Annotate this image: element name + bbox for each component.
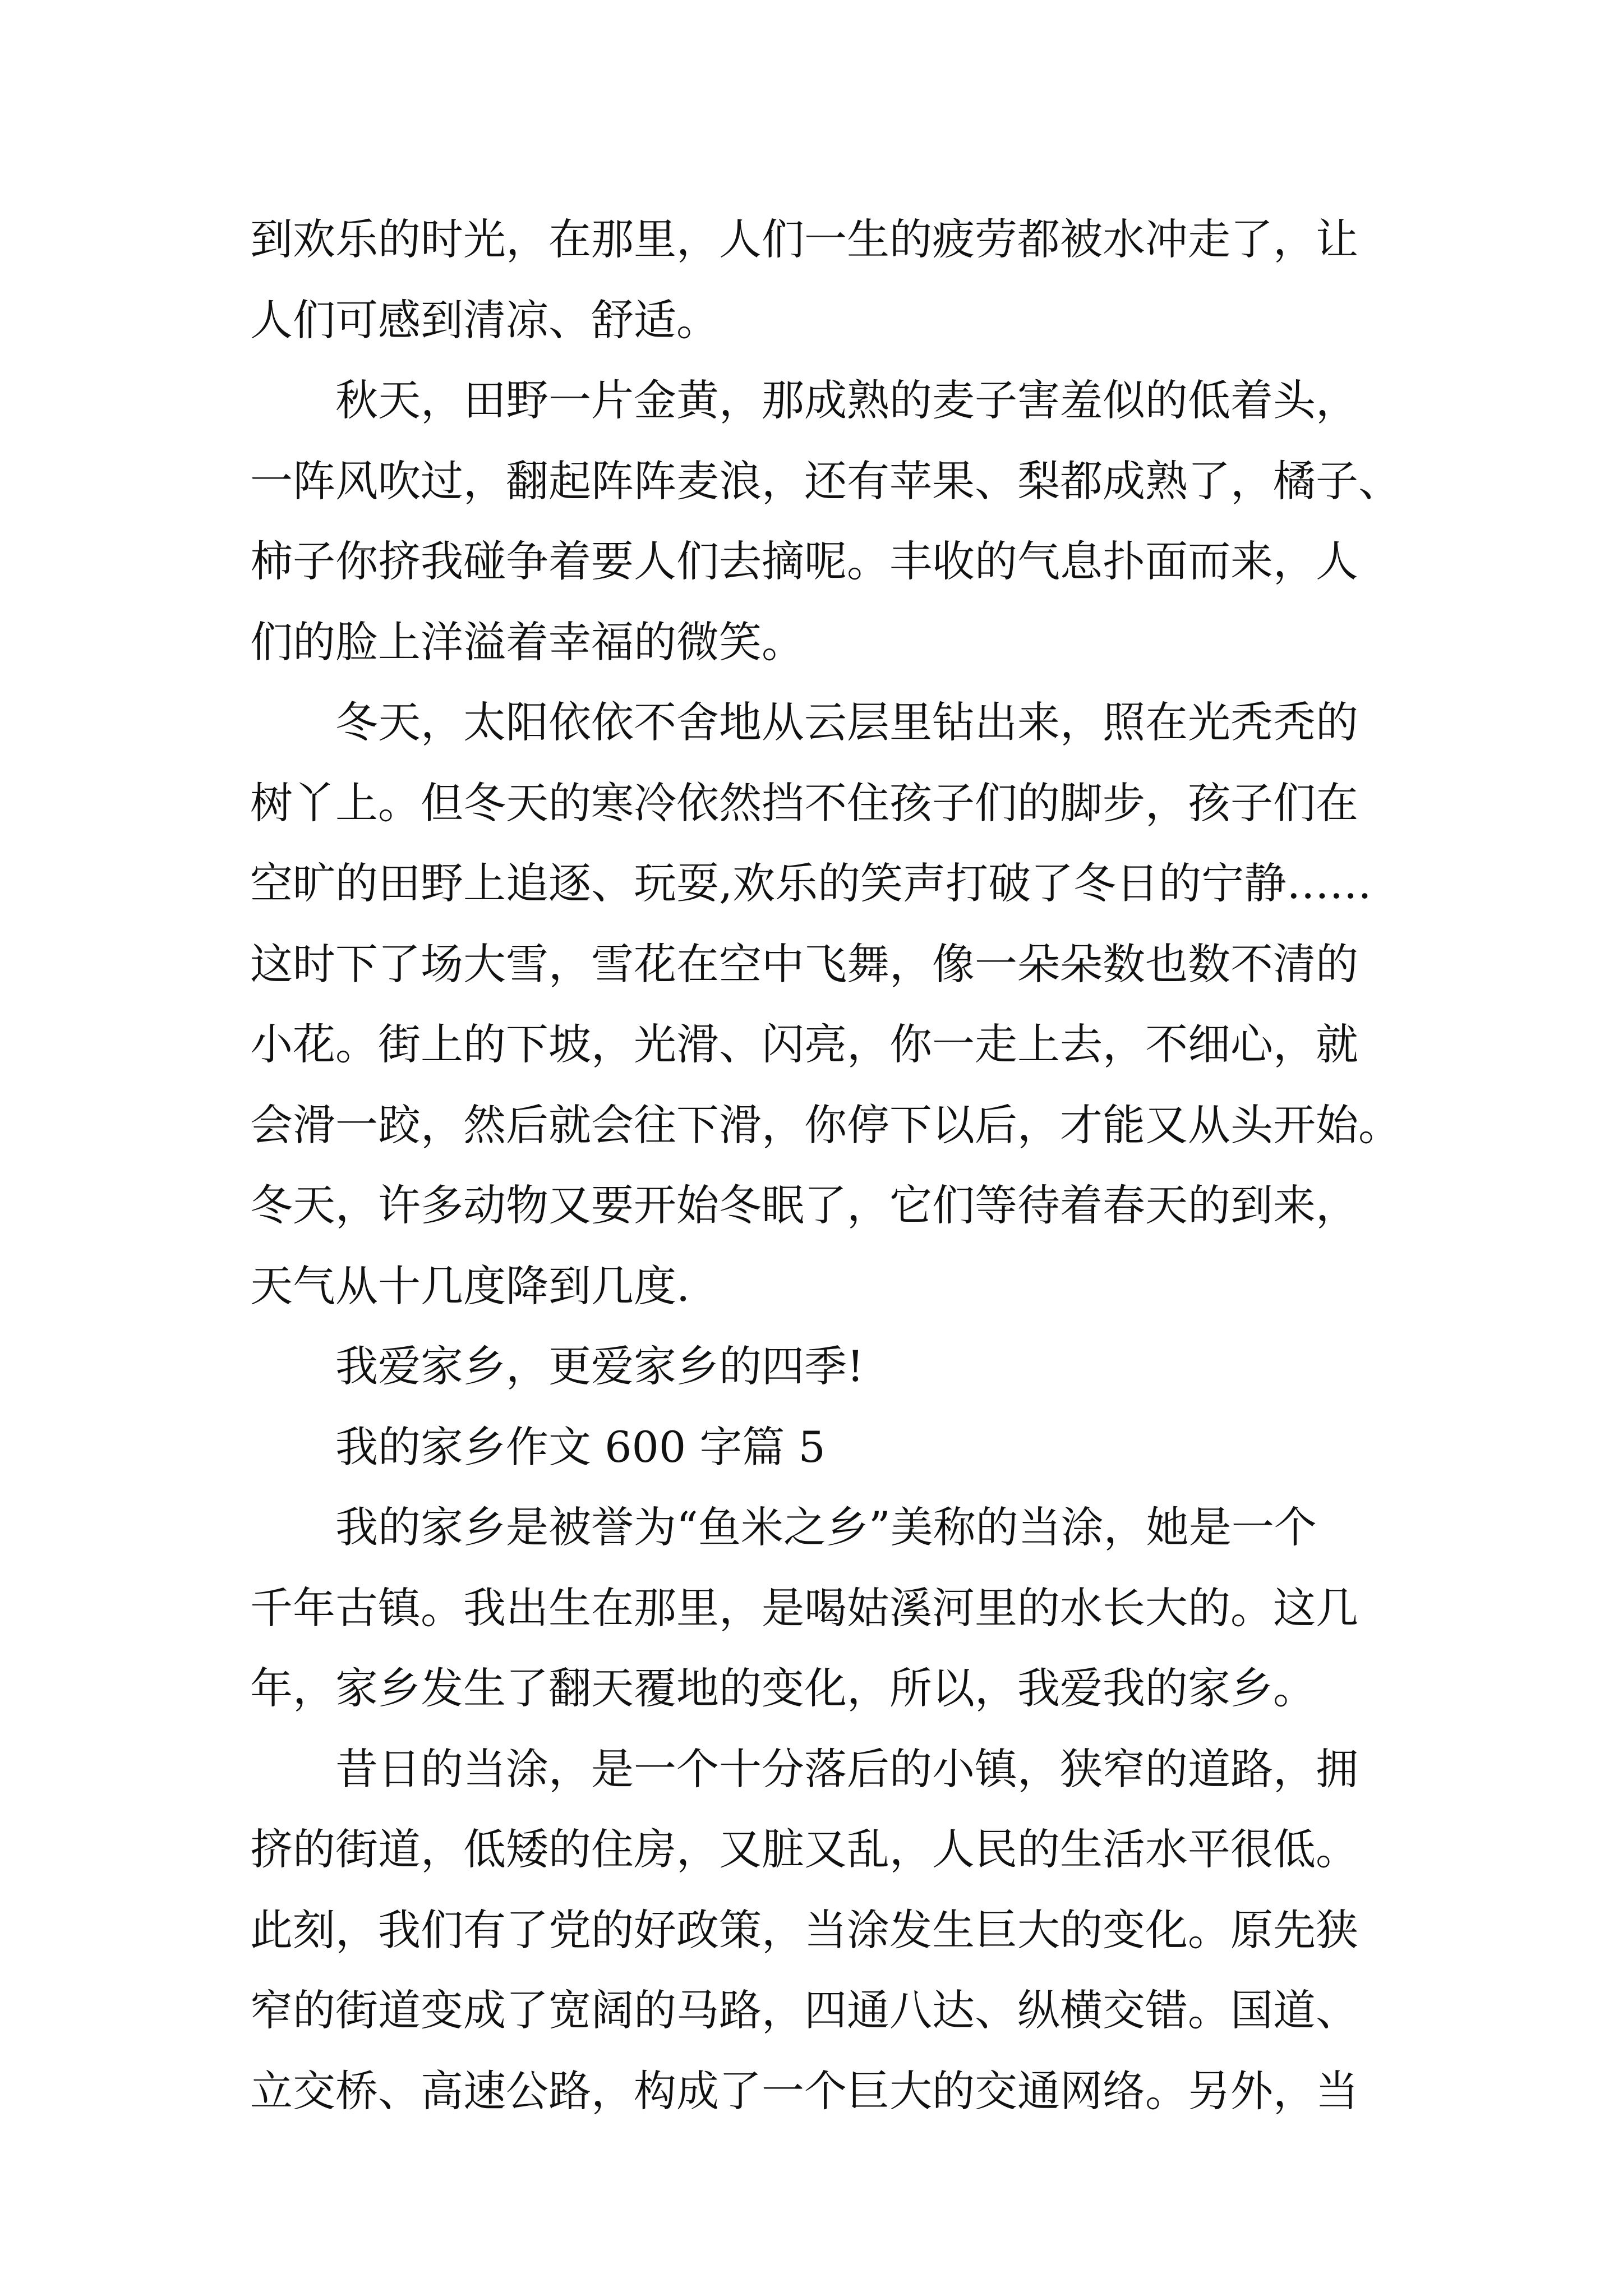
text-line: 挤的街道，低矮的住房，又脏又乱，人民的生活水平很低。 xyxy=(250,1824,1358,1874)
text-line: 冬天，许多动物又要开始冬眠了，它们等待着春天的到来， xyxy=(250,1180,1358,1230)
text-line: 千年古镇。我出生在那里，是喝姑溪河里的水长大的。这几 xyxy=(250,1582,1358,1633)
text-line: 小花。街上的下坡，光滑、闪亮，你一走上去，不细心，就 xyxy=(250,1019,1358,1069)
text-line: 到欢乐的时光，在那里，人们一生的疲劳都被水冲走了，让 xyxy=(250,214,1358,264)
text-line: 会滑一跤，然后就会往下滑，你停下以后，才能又从头开始。 xyxy=(250,1099,1401,1150)
text-line: 一阵风吹过，翻起阵阵麦浪，还有苹果、梨都成熟了，橘子、 xyxy=(250,455,1401,506)
section-heading: 我的家乡作文 600 字篇 5 xyxy=(250,1421,826,1472)
text-line: 树丫上。但冬天的寒冷依然挡不住孩子们的脚步，孩子们在 xyxy=(250,777,1358,828)
text-line: 秋天，田野一片金黄，那成熟的麦子害羞似的低着头， xyxy=(250,375,1358,425)
text-line: 此刻，我们有了党的好政策，当涂发生巨大的变化。原先狭 xyxy=(250,1904,1358,1955)
text-line: 天气从十几度降到几度. xyxy=(250,1260,690,1311)
article-body xyxy=(250,199,1401,2131)
text-line: 我的家乡是被誉为“鱼米之乡”美称的当涂，她是一个 xyxy=(250,1502,1317,1552)
text-line: 们的脸上洋溢着幸福的微笑。 xyxy=(250,616,804,667)
text-line: 我爱家乡，更爱家乡的四季! xyxy=(250,1341,864,1391)
text-line: 这时下了场大雪，雪花在空中飞舞，像一朵朵数也数不清的 xyxy=(250,938,1358,989)
text-line: 昔日的当涂，是一个十分落后的小镇，狭窄的道路，拥 xyxy=(250,1743,1358,1794)
text-line: 冬天，太阳依依不舍地从云层里钻出来，照在光秃秃的 xyxy=(250,697,1358,747)
text-line: 人们可感到清凉、舒适。 xyxy=(250,295,719,345)
text-line: 立交桥、高速公路，构成了一个巨大的交通网络。另外，当 xyxy=(250,2065,1358,2116)
text-line: 空旷的田野上追逐、玩耍,欢乐的笑声打破了冬日的宁静…… xyxy=(250,858,1372,908)
text-line: 窄的街道变成了宽阔的马路，四通八达、纵横交错。国道、 xyxy=(250,1985,1358,2035)
text-line: 柿子你挤我碰争着要人们去摘呢。丰收的气息扑面而来，人 xyxy=(250,536,1358,586)
text-line: 年，家乡发生了翻天覆地的变化，所以，我爱我的家乡。 xyxy=(250,1663,1316,1713)
